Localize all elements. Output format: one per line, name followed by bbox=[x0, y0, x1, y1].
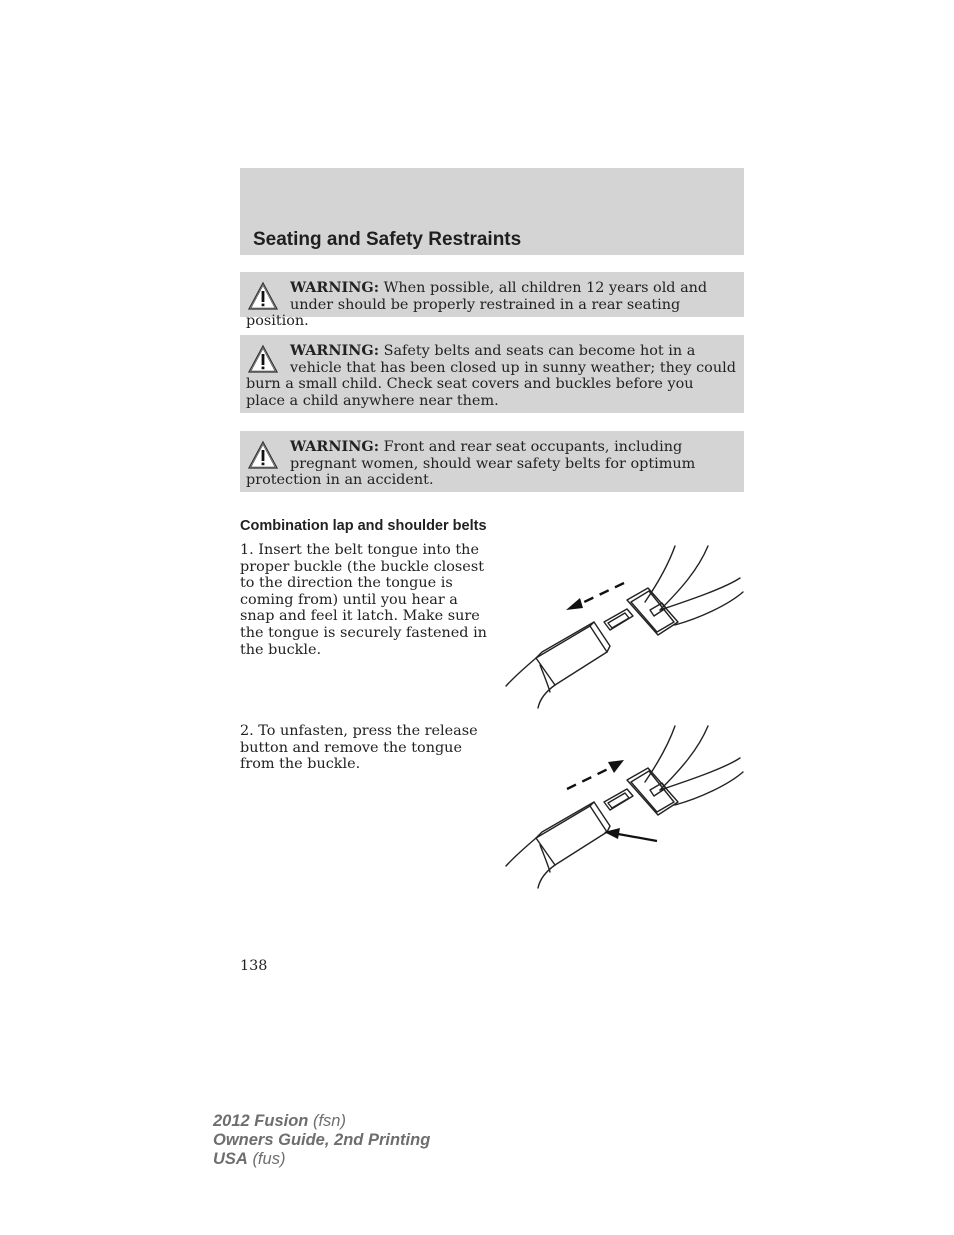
footer-guide: Owners Guide, 2nd Printing bbox=[213, 1131, 431, 1149]
warning-triangle-icon bbox=[248, 344, 278, 376]
warning-box-3 bbox=[240, 431, 744, 492]
footer-market: USA bbox=[213, 1150, 248, 1168]
warning-text: Safety belts and seats can become hot in a vehicle that has been closed up in sunny weather; they could burn a small child. Check seat covers and buckles before you place a child anywhere near them. bbox=[246, 343, 736, 409]
subheading: Combination lap and shoulder belts bbox=[240, 518, 487, 534]
footer-model-code: (fsn) bbox=[312, 1112, 346, 1130]
step-2-text: 2. To unfasten, press the release button and remove the tongue from the buckle. bbox=[240, 723, 478, 773]
footer-model: 2012 Fusion bbox=[213, 1112, 309, 1130]
warning-triangle-icon bbox=[248, 440, 278, 472]
section-header-band bbox=[240, 168, 744, 255]
page-number: 138 bbox=[240, 958, 268, 974]
belt-fasten-illustration bbox=[500, 540, 750, 715]
footer-imprint bbox=[213, 1112, 430, 1169]
warning-label: WARNING: bbox=[290, 279, 380, 296]
warning-text: Front and rear seat occupants, including pregnant women, should wear safety belts for optimum protection in an accident. bbox=[246, 439, 696, 489]
belt-unfasten-illustration bbox=[500, 720, 750, 895]
section-title: Seating and Safety Restraints bbox=[253, 229, 522, 250]
warning-box-1 bbox=[240, 272, 744, 330]
warning-box-2 bbox=[240, 335, 744, 413]
warning-triangle-icon bbox=[248, 281, 278, 313]
warning-label: WARNING: bbox=[290, 342, 380, 359]
footer-market-code: (fus) bbox=[252, 1150, 286, 1168]
warning-label: WARNING: bbox=[290, 438, 380, 455]
warning-text: When possible, all children 12 years old and under should be properly restrained in a rear seating position. bbox=[246, 280, 708, 330]
step-1-text: 1. Insert the belt tongue into the proper buckle (the buckle closest to the direction the tongue is coming from) until you hear a snap and feel it latch. Make sure the tongue is securely fastened in the buckle. bbox=[240, 542, 487, 658]
